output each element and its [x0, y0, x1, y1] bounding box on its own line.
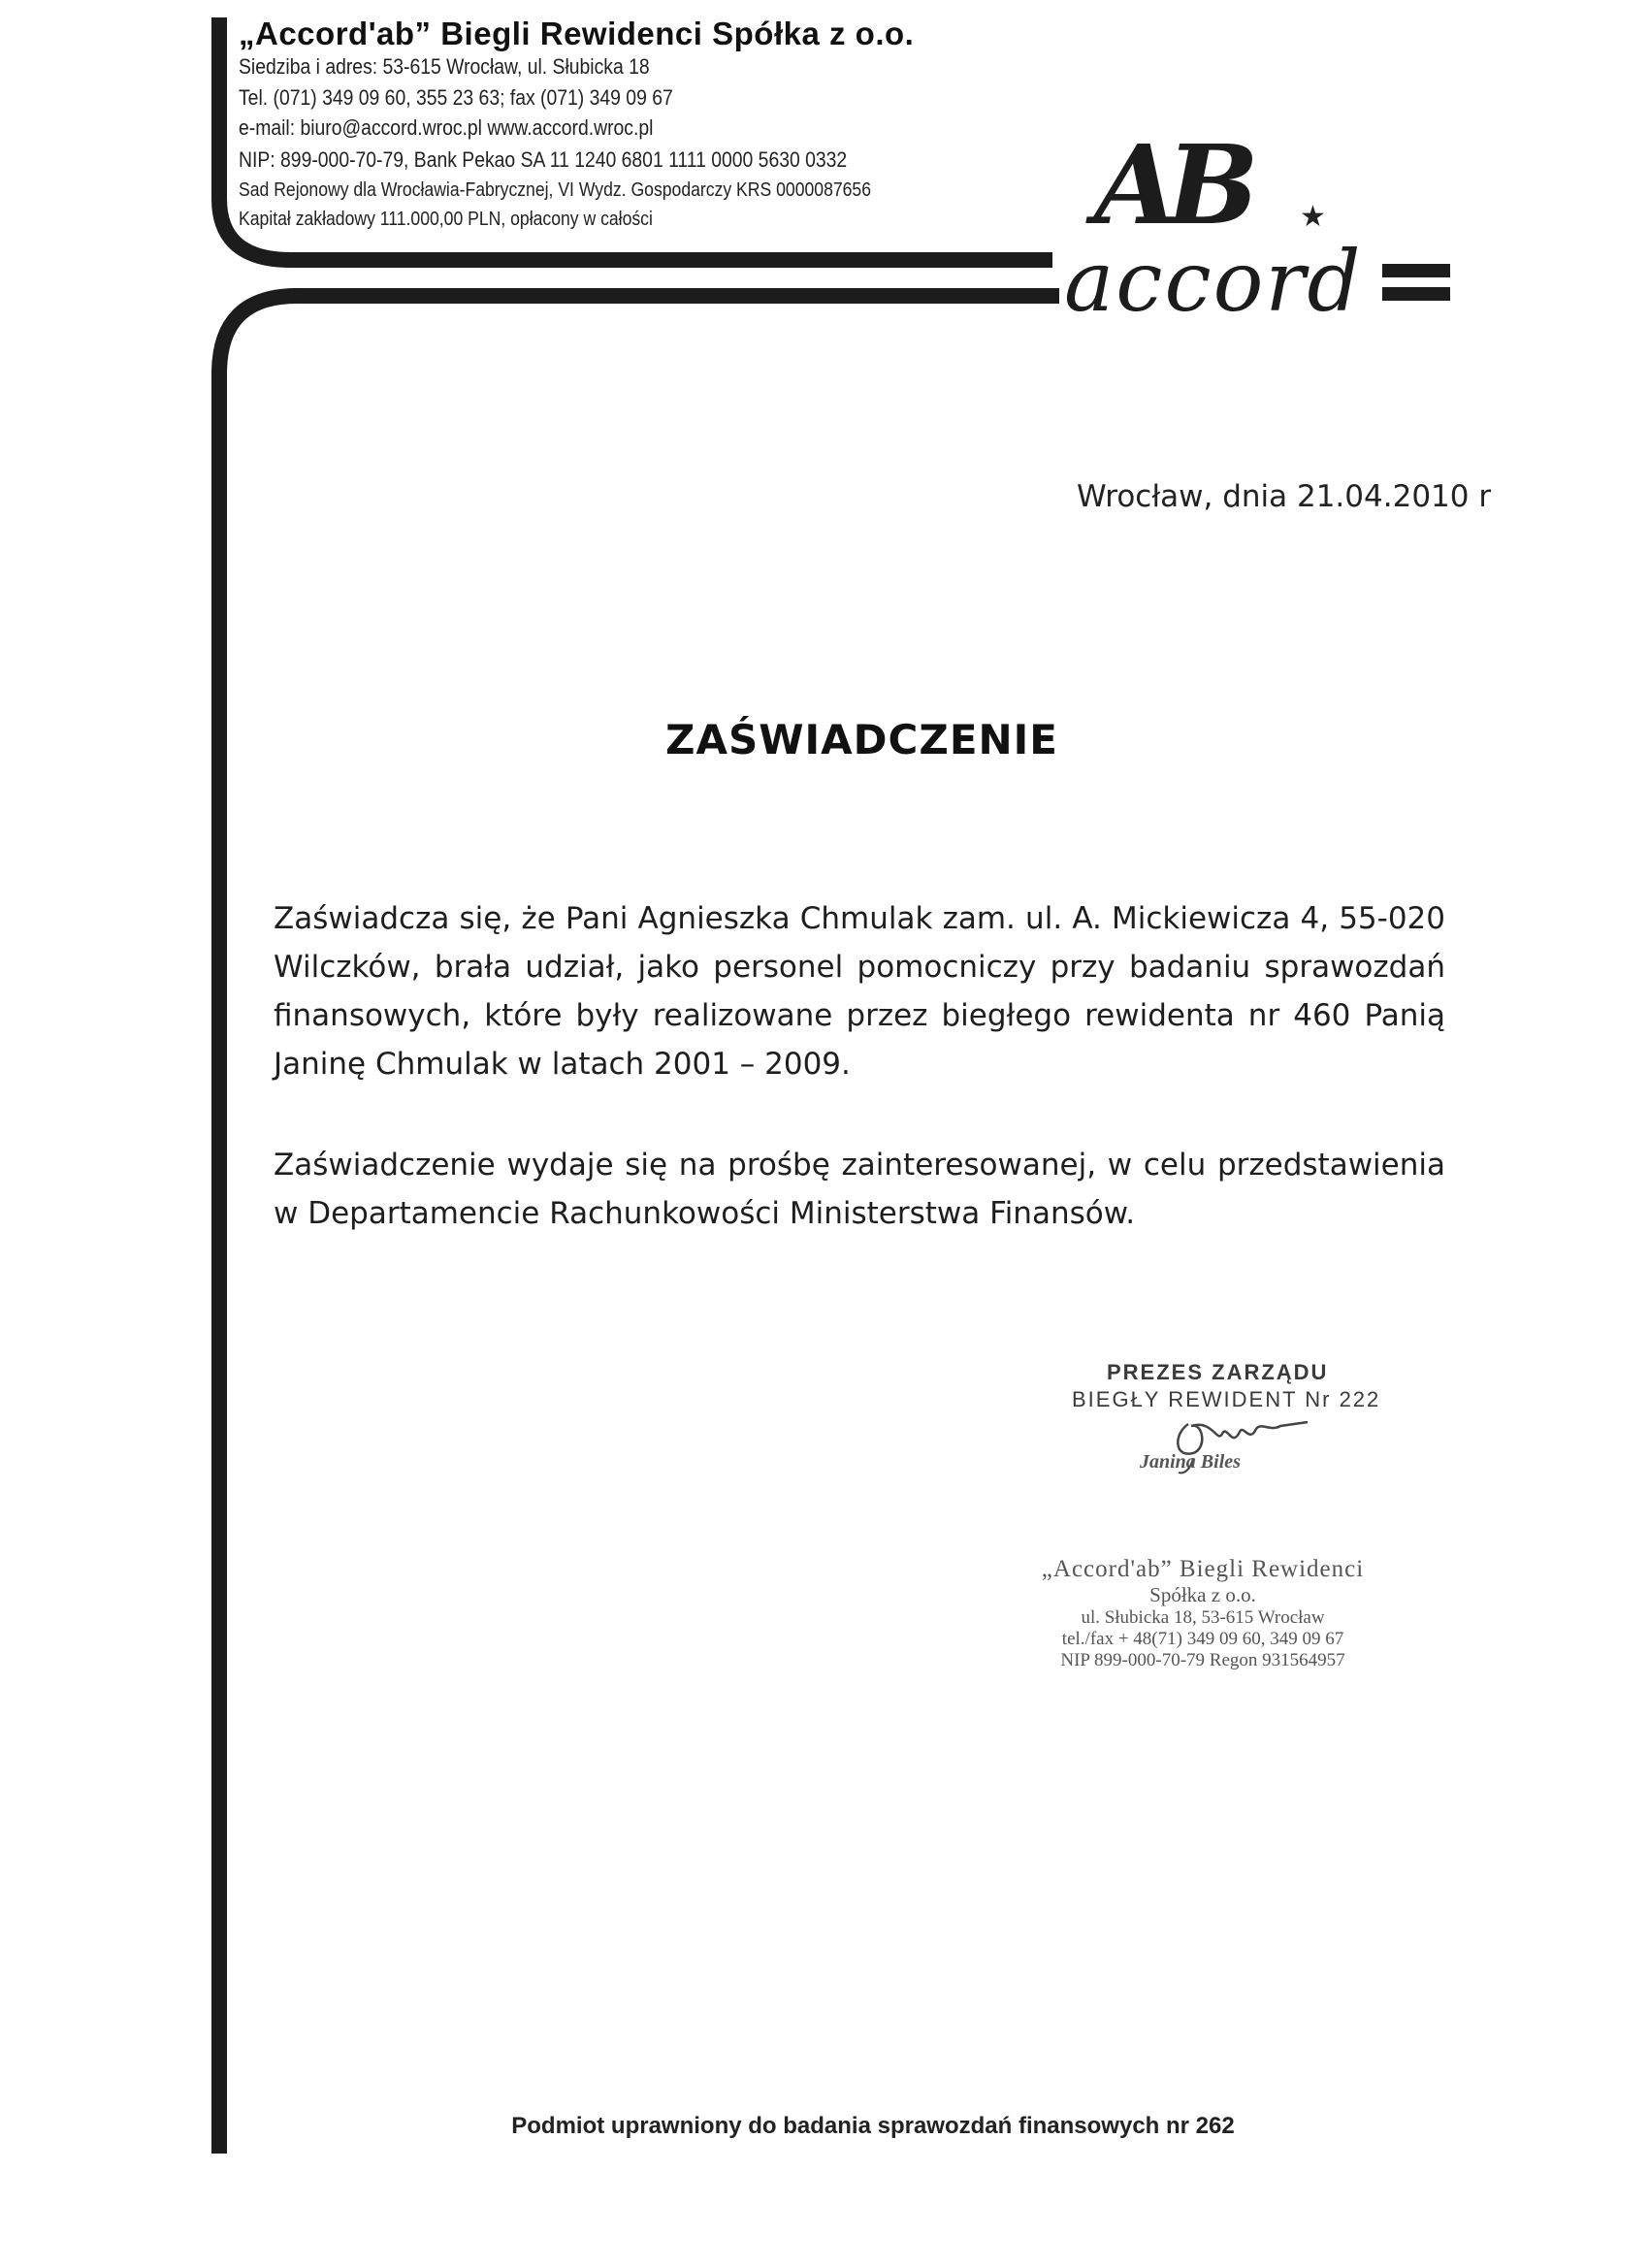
footer-note: Podmiot uprawniony do badania sprawozdań finansowych nr 262 [511, 2113, 1235, 2139]
logo-bar-bottom [1382, 287, 1450, 301]
stamp-auditor-number: BIEGŁY REWIDENT Nr 222 [1072, 1387, 1381, 1411]
company-nip-bank: NIP: 899-000-70-79, Bank Pekao SA 11 1240 6801 1111 0000 5630 0332 [239, 147, 848, 172]
signer-name: Janina Biles [1140, 1451, 1241, 1473]
stamp-company-ids: NIP 899-000-70-79 Regon 931564957 [1060, 1650, 1345, 1670]
logo-monogram: AB [1094, 122, 1247, 249]
company-capital: Kapitał zakładowy 111.000,00 PLN, opłacony w całości [239, 209, 653, 230]
company-email-web: e-mail: biuro@accord.wroc.pl www.accord.wroc.pl [239, 115, 654, 140]
company-address: Siedziba i adres: 53-615 Wrocław, ul. Słubicka 18 [239, 54, 650, 79]
stamp-company-phones: tel./fax + 48(71) 349 09 60, 349 09 67 [1061, 1629, 1344, 1649]
logo-star-icon: ★ [1300, 200, 1326, 234]
stamp-role: PREZES ZARZĄDU [1107, 1360, 1329, 1384]
body-paragraph-2: Zaświadczenie wydaje się na prośbę zainteresowanej, w celu przedstawienia w Departamencie Rachunkowości Ministerstwa Finansów. [274, 1148, 1445, 1231]
company-phone: Tel. (071) 349 09 60, 355 23 63; fax (071) 349 09 67 [239, 85, 673, 110]
company-name: „Accord'ab” Biegli Rewidenci Spółka z o.o. [239, 16, 915, 51]
stamp-company-form: Spółka z o.o. [1149, 1583, 1256, 1606]
logo-wordmark: accord [1064, 234, 1363, 331]
stamp-company-name: „Accord'ab” Biegli Rewidenci [1041, 1556, 1365, 1582]
document-title: ZAŚWIADCZENIE [665, 716, 1058, 763]
company-court: Sad Rejonowy dla Wrocławia-Fabrycznej, VI Wydz. Gospodarczy KRS 0000087656 [239, 179, 872, 201]
document-date: Wrocław, dnia 21.04.2010 r [1077, 479, 1492, 514]
logo-bar-top [1382, 264, 1450, 277]
stamp-company-address: ul. Słubicka 18, 53-615 Wrocław [1081, 1607, 1325, 1628]
company-stamp [1009, 1556, 1397, 1671]
body-paragraph-1: Zaświadcza się, że Pani Agnieszka Chmulak zam. ul. A. Mickiewicza 4, 55-020 Wilczków, brała udział, jako personel pomocniczy przy badaniu sprawozdań finansowych, które były realizowane przez biegłego rewidenta nr 460 Panią Janinę Chmulak w latach 2001 – 2009. [274, 901, 1445, 1082]
